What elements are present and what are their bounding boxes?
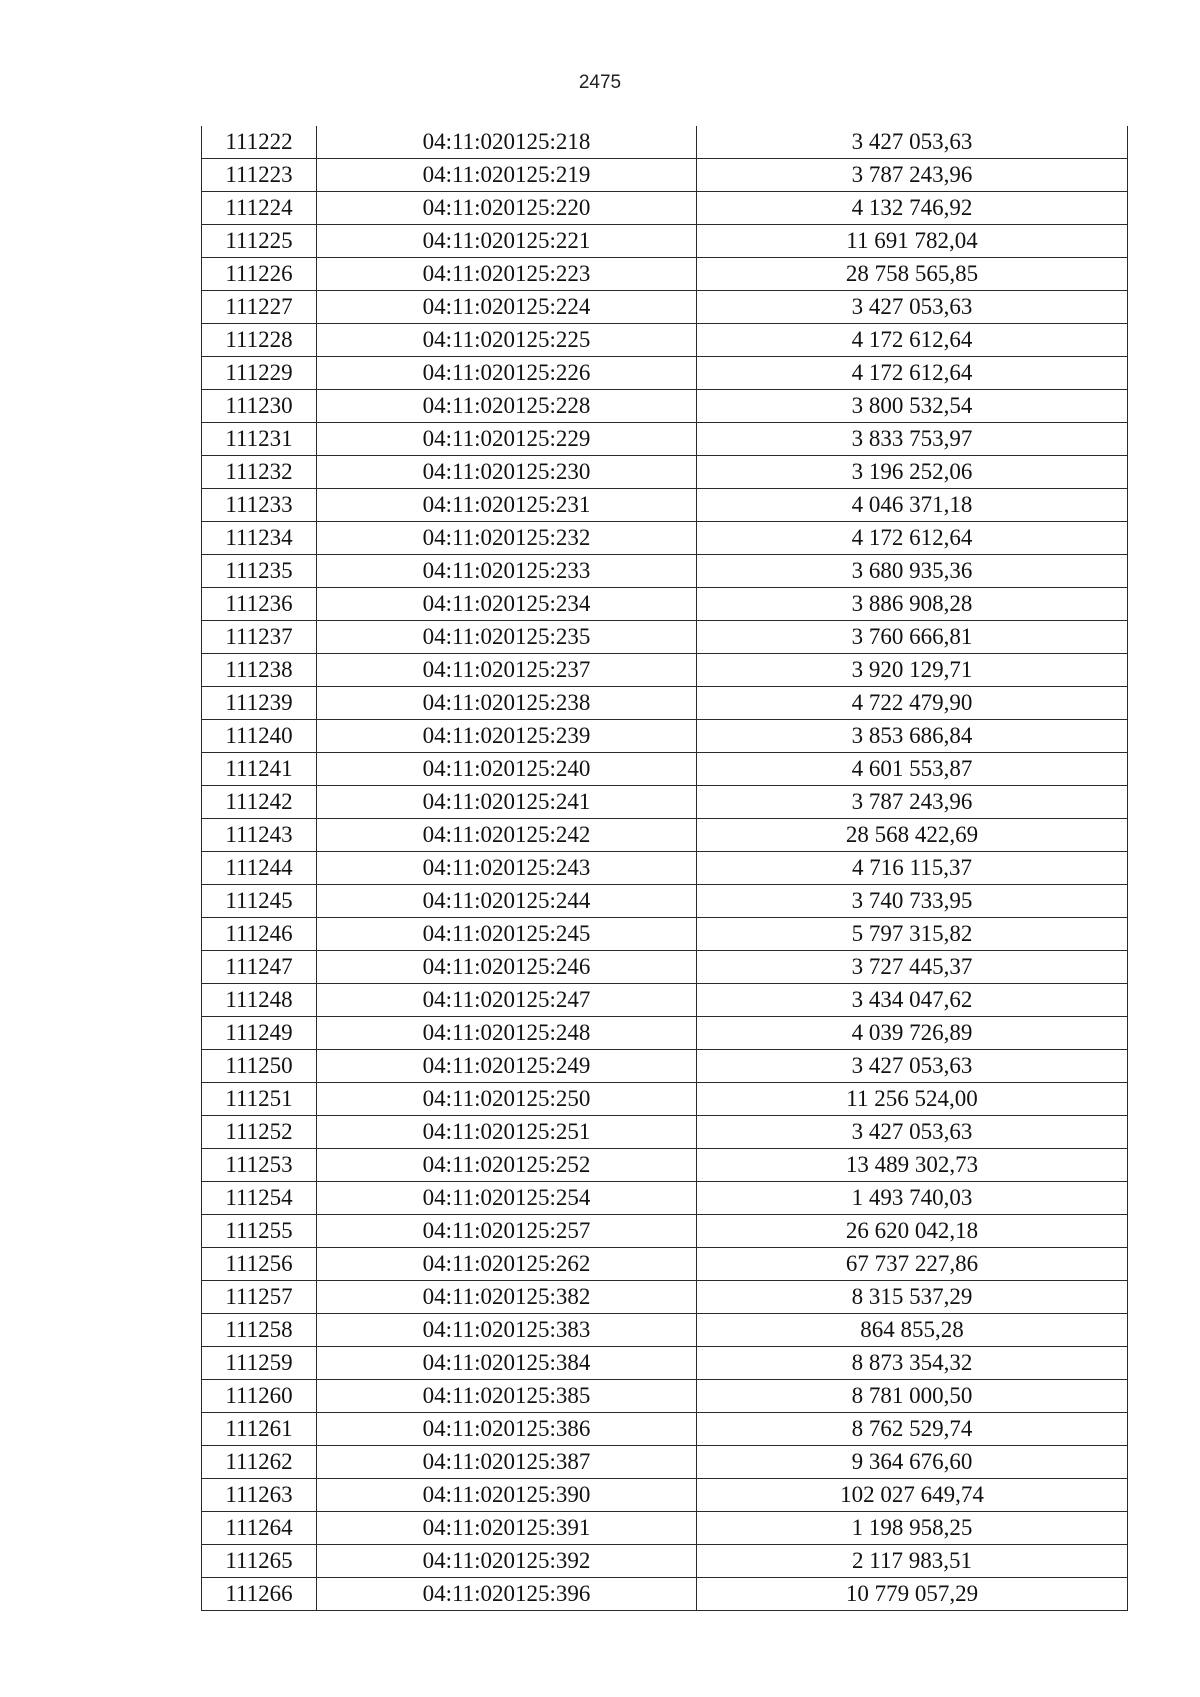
value-cell: 4 039 726,89 <box>697 1017 1128 1050</box>
table-row <box>202 192 1128 225</box>
value-cell: 3 740 733,95 <box>697 885 1128 918</box>
cadastral-number-cell: 04:11:020125:384 <box>317 1347 697 1380</box>
cadastral-number-cell: 04:11:020125:251 <box>317 1116 697 1149</box>
cadastral-number-cell: 04:11:020125:387 <box>317 1446 697 1479</box>
row-number-cell: 111222 <box>202 126 317 159</box>
row-number-cell: 111250 <box>202 1050 317 1083</box>
table-row <box>202 225 1128 258</box>
cadastral-number-cell: 04:11:020125:392 <box>317 1545 697 1578</box>
value-cell: 3 800 532,54 <box>697 390 1128 423</box>
value-cell: 4 601 553,87 <box>697 753 1128 786</box>
row-number-cell: 111262 <box>202 1446 317 1479</box>
table-row <box>202 390 1128 423</box>
row-number-cell: 111252 <box>202 1116 317 1149</box>
cadastral-number-cell: 04:11:020125:386 <box>317 1413 697 1446</box>
value-cell: 3 427 053,63 <box>697 1050 1128 1083</box>
table-body <box>202 126 1128 1611</box>
row-number-cell: 111227 <box>202 291 317 324</box>
row-number-cell: 111239 <box>202 687 317 720</box>
table-row <box>202 1446 1128 1479</box>
cadastral-number-cell: 04:11:020125:243 <box>317 852 697 885</box>
value-cell: 13 489 302,73 <box>697 1149 1128 1182</box>
row-number-cell: 111240 <box>202 720 317 753</box>
row-number-cell: 111242 <box>202 786 317 819</box>
cadastral-number-cell: 04:11:020125:241 <box>317 786 697 819</box>
table-row <box>202 852 1128 885</box>
row-number-cell: 111236 <box>202 588 317 621</box>
table-row <box>202 555 1128 588</box>
table-row <box>202 1050 1128 1083</box>
cadastral-number-cell: 04:11:020125:237 <box>317 654 697 687</box>
table-row <box>202 324 1128 357</box>
table-row <box>202 588 1128 621</box>
table-row <box>202 1578 1128 1611</box>
table-row <box>202 687 1128 720</box>
value-cell: 28 758 565,85 <box>697 258 1128 291</box>
cadastral-number-cell: 04:11:020125:242 <box>317 819 697 852</box>
value-cell: 3 427 053,63 <box>697 1116 1128 1149</box>
cadastral-number-cell: 04:11:020125:391 <box>317 1512 697 1545</box>
cadastral-number-cell: 04:11:020125:390 <box>317 1479 697 1512</box>
row-number-cell: 111251 <box>202 1083 317 1116</box>
cadastral-number-cell: 04:11:020125:385 <box>317 1380 697 1413</box>
cadastral-number-cell: 04:11:020125:225 <box>317 324 697 357</box>
table-row <box>202 1215 1128 1248</box>
row-number-cell: 111224 <box>202 192 317 225</box>
table-row <box>202 918 1128 951</box>
row-number-cell: 111264 <box>202 1512 317 1545</box>
cadastral-number-cell: 04:11:020125:224 <box>317 291 697 324</box>
row-number-cell: 111234 <box>202 522 317 555</box>
table-row <box>202 1380 1128 1413</box>
cadastral-number-cell: 04:11:020125:230 <box>317 456 697 489</box>
row-number-cell: 111235 <box>202 555 317 588</box>
table-row <box>202 1512 1128 1545</box>
table-row <box>202 291 1128 324</box>
row-number-cell: 111246 <box>202 918 317 951</box>
value-cell: 10 779 057,29 <box>697 1578 1128 1611</box>
cadastral-number-cell: 04:11:020125:383 <box>317 1314 697 1347</box>
table-row <box>202 1182 1128 1215</box>
value-cell: 3 787 243,96 <box>697 786 1128 819</box>
table-row <box>202 357 1128 390</box>
table-row <box>202 1413 1128 1446</box>
value-cell: 3 920 129,71 <box>697 654 1128 687</box>
value-cell: 4 132 746,92 <box>697 192 1128 225</box>
cadastral-number-cell: 04:11:020125:234 <box>317 588 697 621</box>
table-row <box>202 159 1128 192</box>
value-cell: 3 427 053,63 <box>697 291 1128 324</box>
value-cell: 1 493 740,03 <box>697 1182 1128 1215</box>
table-row <box>202 951 1128 984</box>
table-row <box>202 654 1128 687</box>
table-row <box>202 1479 1128 1512</box>
table-row <box>202 489 1128 522</box>
value-cell: 5 797 315,82 <box>697 918 1128 951</box>
cadastral-number-cell: 04:11:020125:218 <box>317 126 697 159</box>
cadastral-number-cell: 04:11:020125:248 <box>317 1017 697 1050</box>
value-cell: 4 172 612,64 <box>697 522 1128 555</box>
cadastral-number-cell: 04:11:020125:382 <box>317 1281 697 1314</box>
cadastral-number-cell: 04:11:020125:252 <box>317 1149 697 1182</box>
row-number-cell: 111237 <box>202 621 317 654</box>
row-number-cell: 111228 <box>202 324 317 357</box>
row-number-cell: 111255 <box>202 1215 317 1248</box>
value-cell: 1 198 958,25 <box>697 1512 1128 1545</box>
value-cell: 3 760 666,81 <box>697 621 1128 654</box>
cadastral-number-cell: 04:11:020125:239 <box>317 720 697 753</box>
table-row <box>202 1248 1128 1281</box>
value-cell: 4 722 479,90 <box>697 687 1128 720</box>
row-number-cell: 111254 <box>202 1182 317 1215</box>
value-cell: 3 853 686,84 <box>697 720 1128 753</box>
row-number-cell: 111229 <box>202 357 317 390</box>
table-row <box>202 522 1128 555</box>
cadastral-number-cell: 04:11:020125:240 <box>317 753 697 786</box>
row-number-cell: 111247 <box>202 951 317 984</box>
value-cell: 8 873 354,32 <box>697 1347 1128 1380</box>
row-number-cell: 111223 <box>202 159 317 192</box>
cadastral-number-cell: 04:11:020125:250 <box>317 1083 697 1116</box>
cadastral-number-cell: 04:11:020125:244 <box>317 885 697 918</box>
row-number-cell: 111266 <box>202 1578 317 1611</box>
cadastral-number-cell: 04:11:020125:247 <box>317 984 697 1017</box>
row-number-cell: 111231 <box>202 423 317 456</box>
value-cell: 3 833 753,97 <box>697 423 1128 456</box>
row-number-cell: 111248 <box>202 984 317 1017</box>
table-row <box>202 1314 1128 1347</box>
table-row <box>202 258 1128 291</box>
cadastral-number-cell: 04:11:020125:396 <box>317 1578 697 1611</box>
row-number-cell: 111265 <box>202 1545 317 1578</box>
cadastral-number-cell: 04:11:020125:231 <box>317 489 697 522</box>
cadastral-number-cell: 04:11:020125:249 <box>317 1050 697 1083</box>
table-row <box>202 1281 1128 1314</box>
table-row <box>202 720 1128 753</box>
table-row <box>202 753 1128 786</box>
value-cell: 11 256 524,00 <box>697 1083 1128 1116</box>
cadastral-number-cell: 04:11:020125:219 <box>317 159 697 192</box>
value-cell: 3 680 935,36 <box>697 555 1128 588</box>
table-row <box>202 621 1128 654</box>
value-cell: 4 172 612,64 <box>697 324 1128 357</box>
cadastral-number-cell: 04:11:020125:257 <box>317 1215 697 1248</box>
row-number-cell: 111233 <box>202 489 317 522</box>
table-row <box>202 1347 1128 1380</box>
cadastral-number-cell: 04:11:020125:254 <box>317 1182 697 1215</box>
value-cell: 3 787 243,96 <box>697 159 1128 192</box>
value-cell: 4 716 115,37 <box>697 852 1128 885</box>
value-cell: 8 762 529,74 <box>697 1413 1128 1446</box>
table-row <box>202 1017 1128 1050</box>
table-row <box>202 786 1128 819</box>
value-cell: 26 620 042,18 <box>697 1215 1128 1248</box>
value-cell: 3 886 908,28 <box>697 588 1128 621</box>
value-cell: 8 781 000,50 <box>697 1380 1128 1413</box>
value-cell: 3 434 047,62 <box>697 984 1128 1017</box>
row-number-cell: 111256 <box>202 1248 317 1281</box>
table-row <box>202 456 1128 489</box>
table-row <box>202 1083 1128 1116</box>
value-cell: 9 364 676,60 <box>697 1446 1128 1479</box>
cadastral-number-cell: 04:11:020125:232 <box>317 522 697 555</box>
row-number-cell: 111238 <box>202 654 317 687</box>
table-row <box>202 984 1128 1017</box>
cadastral-number-cell: 04:11:020125:233 <box>317 555 697 588</box>
value-cell: 4 172 612,64 <box>697 357 1128 390</box>
table-row <box>202 423 1128 456</box>
row-number-cell: 111253 <box>202 1149 317 1182</box>
value-cell: 102 027 649,74 <box>697 1479 1128 1512</box>
table-row <box>202 1149 1128 1182</box>
row-number-cell: 111232 <box>202 456 317 489</box>
cadastral-number-cell: 04:11:020125:235 <box>317 621 697 654</box>
row-number-cell: 111241 <box>202 753 317 786</box>
cadastral-number-cell: 04:11:020125:238 <box>317 687 697 720</box>
row-number-cell: 111260 <box>202 1380 317 1413</box>
row-number-cell: 111230 <box>202 390 317 423</box>
row-number-cell: 111226 <box>202 258 317 291</box>
value-cell: 8 315 537,29 <box>697 1281 1128 1314</box>
table-row <box>202 819 1128 852</box>
page-number: 2475 <box>578 72 622 93</box>
cadastral-number-cell: 04:11:020125:221 <box>317 225 697 258</box>
cadastral-number-cell: 04:11:020125:223 <box>317 258 697 291</box>
cadastral-number-cell: 04:11:020125:229 <box>317 423 697 456</box>
table-row <box>202 1545 1128 1578</box>
row-number-cell: 111257 <box>202 1281 317 1314</box>
value-cell: 3 727 445,37 <box>697 951 1128 984</box>
data-table <box>201 126 1128 1611</box>
row-number-cell: 111225 <box>202 225 317 258</box>
value-cell: 4 046 371,18 <box>697 489 1128 522</box>
row-number-cell: 111263 <box>202 1479 317 1512</box>
cadastral-number-cell: 04:11:020125:246 <box>317 951 697 984</box>
row-number-cell: 111258 <box>202 1314 317 1347</box>
row-number-cell: 111243 <box>202 819 317 852</box>
row-number-cell: 111261 <box>202 1413 317 1446</box>
row-number-cell: 111259 <box>202 1347 317 1380</box>
value-cell: 11 691 782,04 <box>697 225 1128 258</box>
cadastral-number-cell: 04:11:020125:228 <box>317 390 697 423</box>
value-cell: 864 855,28 <box>697 1314 1128 1347</box>
row-number-cell: 111244 <box>202 852 317 885</box>
table-row <box>202 1116 1128 1149</box>
cadastral-number-cell: 04:11:020125:226 <box>317 357 697 390</box>
cadastral-number-cell: 04:11:020125:245 <box>317 918 697 951</box>
table-row <box>202 126 1128 159</box>
row-number-cell: 111245 <box>202 885 317 918</box>
value-cell: 28 568 422,69 <box>697 819 1128 852</box>
value-cell: 67 737 227,86 <box>697 1248 1128 1281</box>
value-cell: 2 117 983,51 <box>697 1545 1128 1578</box>
value-cell: 3 427 053,63 <box>697 126 1128 159</box>
value-cell: 3 196 252,06 <box>697 456 1128 489</box>
cadastral-number-cell: 04:11:020125:262 <box>317 1248 697 1281</box>
cadastral-number-cell: 04:11:020125:220 <box>317 192 697 225</box>
row-number-cell: 111249 <box>202 1017 317 1050</box>
table-row <box>202 885 1128 918</box>
